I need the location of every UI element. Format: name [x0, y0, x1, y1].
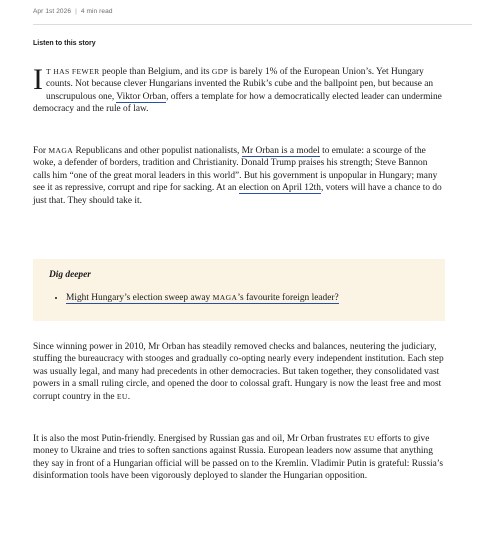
article-meta — [33, 8, 113, 15]
publish-date: Apr 1st 2026 — [33, 8, 72, 15]
meta-separator: | — [75, 8, 77, 15]
dig-deeper-list — [49, 293, 429, 303]
lead-in-caps: T HAS FEWER — [46, 67, 100, 76]
abbr-gdp: GDP — [211, 67, 229, 76]
listen-to-story-button[interactable]: Listen to this story — [33, 40, 96, 47]
abbr-maga: MAGA — [48, 146, 74, 155]
dig-deeper-box — [33, 259, 445, 321]
read-time: 4 min read — [80, 8, 113, 15]
link-dig-deeper-article[interactable] — [66, 293, 339, 304]
abbr-eu: EU — [116, 391, 128, 401]
dig-deeper-title: Dig deeper — [49, 270, 91, 280]
header-divider — [33, 24, 472, 25]
article-paragraph-4 — [33, 433, 445, 483]
link-text: ’s favourite foreign leader? — [237, 293, 339, 303]
paragraph-text: For — [33, 146, 49, 156]
link-text: Might Hungary’s election sweep away — [66, 293, 213, 303]
paragraph-text: . — [127, 391, 131, 402]
drop-cap: I — [33, 63, 43, 96]
paragraph-text: , voters will have a chance to do just that. They should take it. — [33, 183, 442, 206]
paragraph-text: It is also the most Putin-friendly. Energised by Russian gas and oil, Mr Orban frustrates — [33, 434, 364, 444]
article-paragraph-3 — [33, 341, 445, 403]
dig-deeper-item — [66, 293, 429, 303]
abbr-maga: MAGA — [212, 293, 238, 302]
abbr-eu: EU — [363, 434, 375, 443]
paragraph-text: Since winning power in 2010, Mr Orban has steadily removed checks and balances, neutering the judiciary, stuffing the bureaucracy with stooges and gradually co-opting nearly every independent institution. Each step was usually legal, and many had precedents in other democracies. But taken together, they consolidated vast powers in a small ruling circle, and opened the door to colossal graft. Hungary is now the least free and most corrupt country in the — [33, 342, 444, 402]
link-viktor-orban[interactable]: Viktor Orban — [116, 91, 167, 102]
paragraph-text: to emulate: a scourge of the woke, a defender of borders, tradition and Christianity. Donald Trump praises his strength; Steve Bannon calls him “one of the great moral leaders in this world”. But his government is unpopular in Hungary; many see it as repressive, corrupt and ripe for sacking. At an — [33, 146, 438, 194]
paragraph-text: , offers a template for how a democratically elected leader can undermine democracy and the rule of law. — [33, 91, 442, 115]
paragraph-text: people than Belgium, and its — [99, 67, 212, 77]
link-orban-model[interactable]: Mr Orban is a model — [241, 146, 320, 156]
paragraph-text: is barely 1% of the European Union’s. Yet Hungary counts. Not because clever Hungarians invented the Rubik’s cube and the ballpoint pen, but because an unscrupulous one, — [46, 67, 434, 102]
article-paragraph-2 — [33, 145, 445, 207]
article-paragraph-1 — [33, 63, 445, 116]
paragraph-text: Republicans and other populist nationalists, — [73, 146, 242, 156]
link-election-april-12[interactable]: election on April 12th — [238, 183, 321, 194]
paragraph-text: efforts to give money to Ukraine and tries to soften sanctions against Russia. European leaders now assume that anything they say in front of a Hungarian official will be passed on to the Kremlin. Vladimir Putin is grateful: Russia’s disinformation tools have been vigorously deployed to slander the Hungarian opposition. — [33, 434, 443, 482]
